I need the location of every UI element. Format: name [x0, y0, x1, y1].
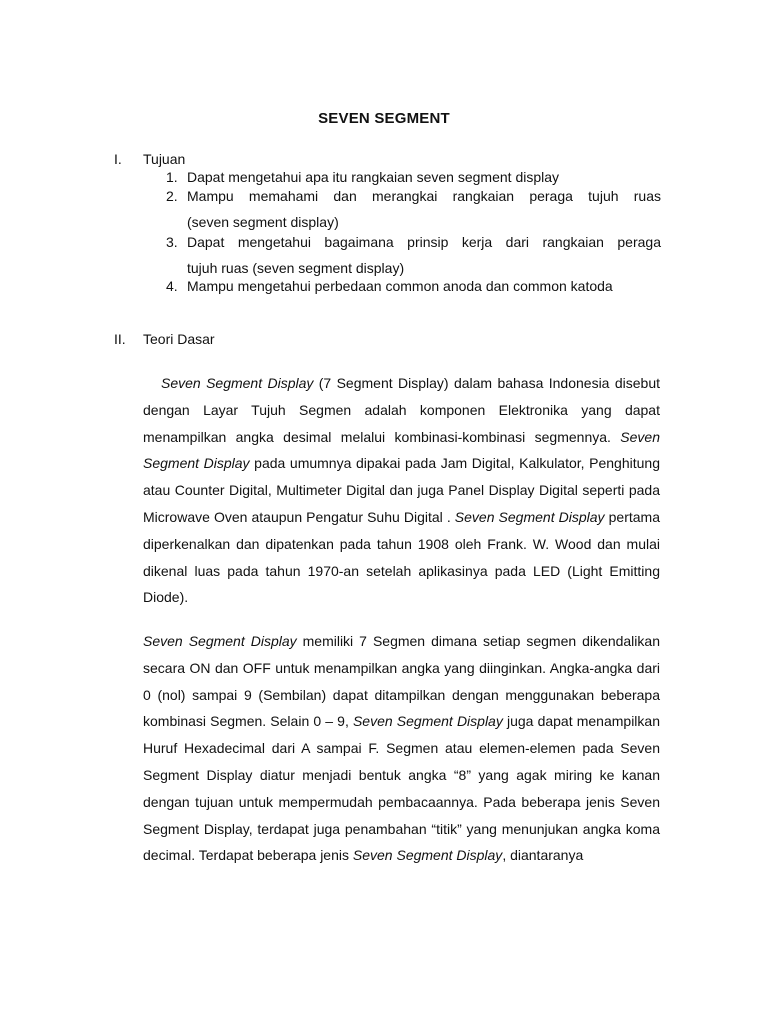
objective-1-line1: Dapat mengetahui apa itu rangkaian seven segment display	[187, 169, 560, 185]
section-2-number: II.	[114, 331, 126, 347]
theory-paragraph-2	[143, 628, 660, 869]
section-1-number: I.	[114, 151, 122, 167]
theory-paragraph-1	[143, 370, 660, 611]
objective-4-line1: Mampu mengetahui perbedaan common anoda dan common katoda	[187, 278, 613, 294]
term-seven-segment-display: Seven Segment Display	[352, 847, 503, 864]
term-seven-segment-display: Seven Segment Display	[143, 633, 297, 649]
term-seven-segment-display: Seven Segment Display	[352, 713, 503, 730]
objective-2-line2: (seven segment display)	[187, 214, 339, 230]
paragraph-1-text-c: pertama diperkenalkan dan dipatenkan pada tahun 1908 oleh Frank. W. Wood dan mulai dikenal luas pada tahun 1970-an setelah aplikasinya pada LED (Light Emitting Diode).	[143, 508, 660, 606]
document-title: SEVEN SEGMENT	[318, 110, 450, 127]
paragraph-2-text-c: , diantaranya	[502, 847, 584, 864]
objective-2-number: 2.	[166, 188, 178, 204]
paragraph-2-text-a: memiliki 7 Segmen dimana setiap segmen dikendalikan secara ON dan OFF untuk menampilkan angka yang diinginkan. Angka-angka dari 0 (nol) sampai 9 (Sembilan) dapat ditampilkan dengan menggunakan beberapa kombinasi Segmen. Selain 0 – 9,	[143, 633, 660, 730]
paragraph-1-text-b: pada umumnya dipakai pada Jam Digital, Kalkulator, Penghitung atau Counter Digital, Multimeter Digital dan juga Panel Display Digital seperti pada Microwave Oven ataupun Pengatur Suhu Digital .	[143, 455, 660, 525]
objective-1-number: 1.	[166, 169, 178, 185]
term-seven-segment-display: Seven Segment Display	[454, 508, 605, 525]
objective-4-text	[187, 275, 661, 297]
paragraph-1-text-a: (7 Segment Display) dalam bahasa Indonesia disebut dengan Layar Tujuh Segmen adalah komponen Elektronika yang dapat menampilkan angka desimal melalui kombinasi-kombinasi segmennya.	[143, 375, 660, 445]
section-2-heading: Teori Dasar	[143, 331, 215, 347]
objective-2-line1: Mampu memahami dan merangkai rangkaian peraga tujuh ruas	[187, 188, 661, 204]
objective-3-line2: tujuh ruas (seven segment display)	[187, 260, 405, 276]
paragraph-2-text-b: juga dapat menampilkan Huruf Hexadecimal dari A sampai F. Segmen atau elemen-elemen pada Seven Segment Display diatur menjadi bentuk angka “8” yang agak miring ke kanan dengan tujuan untuk mempermudah pembacaannya. Pada beberapa jenis Seven Segment Display, terdapat juga penambahan “titik” yang menunjukan angka koma decimal. Terdapat beberapa jenis	[143, 713, 660, 864]
objective-3-line1: Dapat mengetahui bagaimana prinsip kerja dari rangkaian peraga	[187, 234, 661, 250]
objective-3-number: 3.	[166, 234, 178, 250]
objective-4-number: 4.	[166, 278, 178, 294]
term-seven-segment-display: Seven Segment Display	[161, 375, 314, 391]
section-1-heading: Tujuan	[143, 151, 186, 167]
term-seven-segment-display: Seven Segment Display	[143, 428, 660, 472]
